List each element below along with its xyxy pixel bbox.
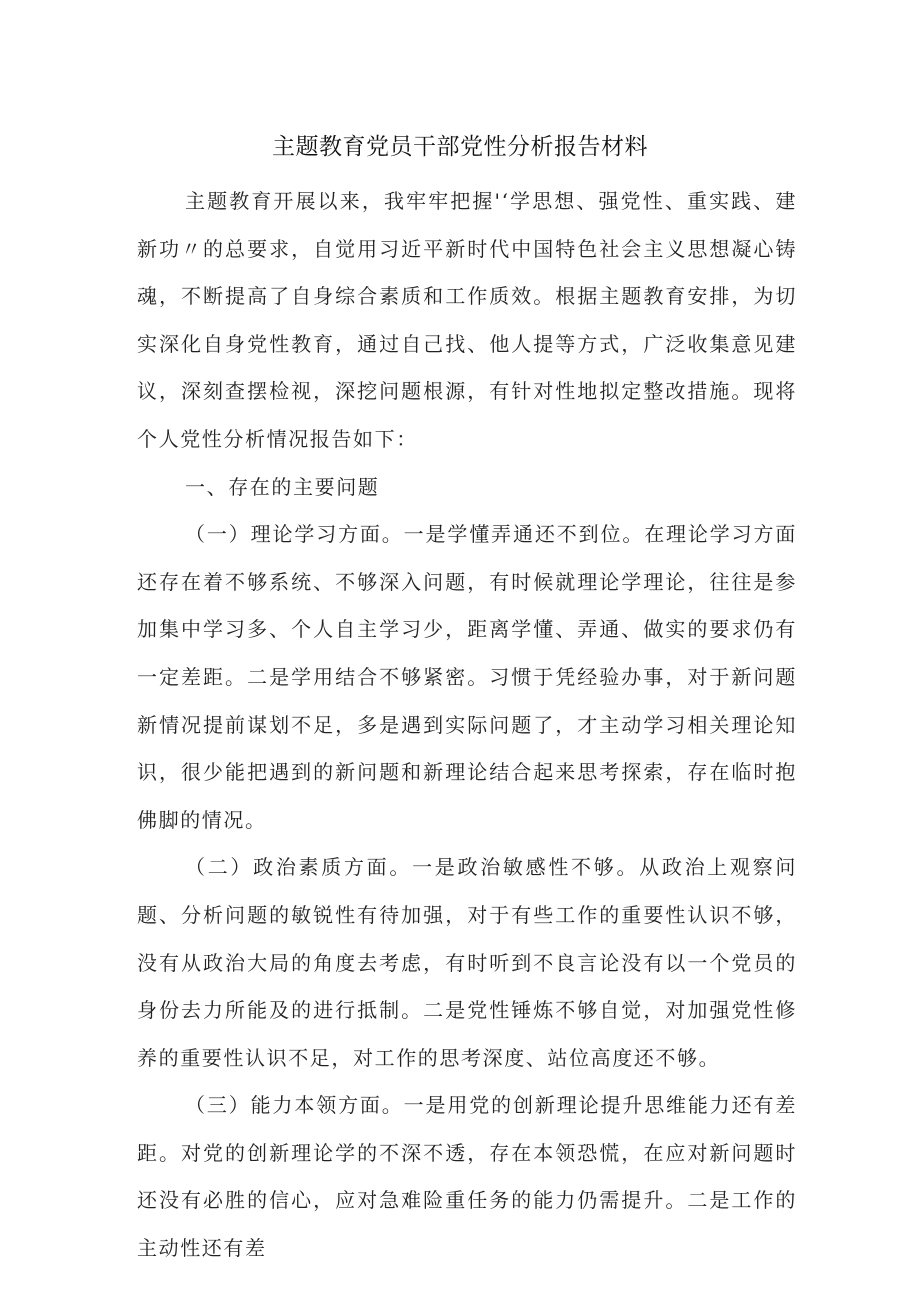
document-body <box>137 178 797 1273</box>
paragraph-political-quality: （二）政治素质方面。一是政治敏感性不够。从政治上观察问题、分析问题的敏锐性有待加强，对于有些工作的重要性认识不够，没有从政治大局的角度去考虑，有时听到不良言论没有以一个党员的身份去力所能及的进行抵制。二是党性锤炼不够自觉，对加强党性修养的重要性认识不足，对工作的思考深度、站位高度还不够。 <box>137 855 797 1070</box>
intro-paragraph: 主题教育开展以来，我牢牢把握'‘学思想、强党性、重实践、建新功〃的总要求，自觉用习近平新时代中国特色社会主义思想凝心铸魂，不断提高了自身综合素质和工作质效。根据主题教育安排，为切实深化自身党性教育，通过自己找、他人提等方式，广泛收集意见建议，深刻查摆检视，深挖问题根源，有针对性地拟定整改措施。现将个人党性分析情况报告如下： <box>137 189 797 451</box>
section-heading-problems: 一、存在的主要问题 <box>185 474 380 499</box>
paragraph-theory-study: （一）理论学习方面。一是学懂弄通还不到位。在理论学习方面还存在着不够系统、不够深入问题，有时候就理论学理论，往往是参加集中学习多、个人自主学习少，距离学懂、弄通、做实的要求仍有一定差距。二是学用结合不够紧密。习惯于凭经验办事，对于新问题新情况提前谋划不足，多是遇到实际问题了，才主动学习相关理论知识，很少能把遇到的新问题和新理论结合起来思考探索，存在临时抱佛脚的情况。 <box>137 522 797 832</box>
document-title: 主题教育党员干部党性分析报告材料 <box>272 134 648 160</box>
paragraph-ability: （三）能力本领方面。一是用党的创新理论提升思维能力还有差距。对党的创新理论学的不深不透，存在本领恐慌，在应对新问题时还没有必胜的信心，应对急难险重任务的能力仍需提升。二是工作的主动性还有差 <box>137 1093 797 1261</box>
